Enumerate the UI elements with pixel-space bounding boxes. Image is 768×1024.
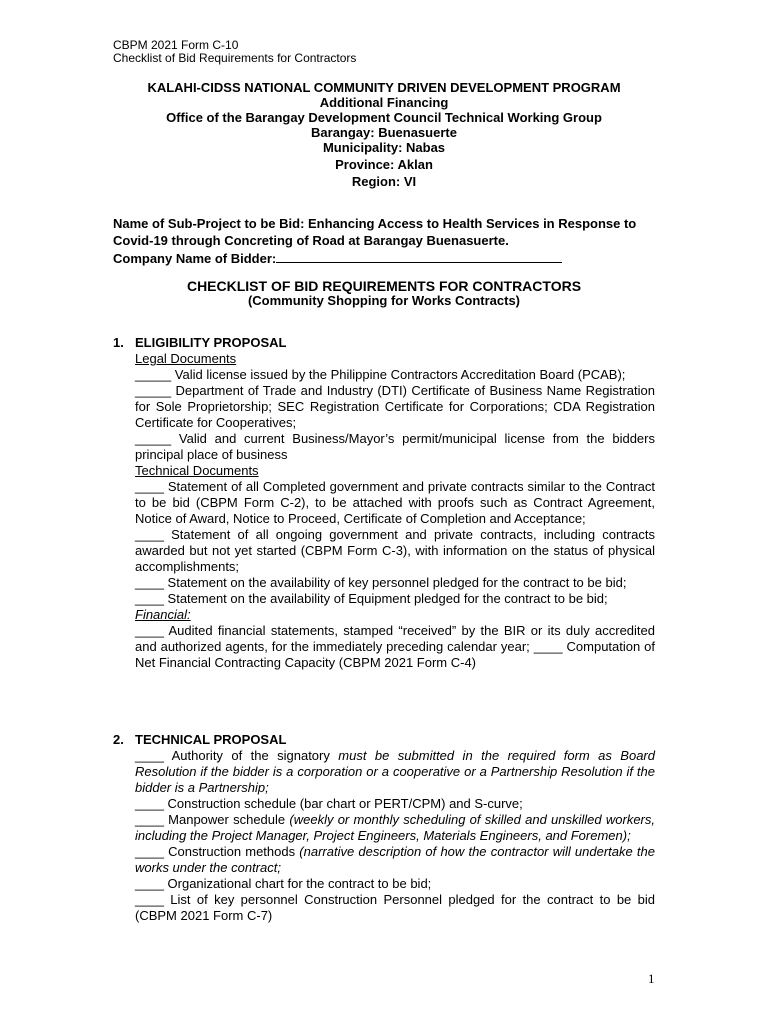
- page-number: 1: [648, 971, 655, 986]
- section-number: 2.: [113, 732, 124, 747]
- program-heading: [0, 80, 768, 140]
- section-title: ELIGIBILITY PROPOSAL: [135, 335, 287, 350]
- subproject-name: Name of Sub-Project to be Bid: Enhancing Access to Health Services in Response to Covid-19 through Concreting of Road at Barangay Buenasuerte.: [113, 216, 637, 248]
- bidder-row: [113, 249, 655, 267]
- checklist-item: [135, 812, 655, 844]
- municipality: Municipality: Nabas: [322, 140, 446, 155]
- item-text: ____ Construction methods: [135, 844, 300, 859]
- form-description: Checklist of Bid Requirements for Contractors: [113, 51, 357, 65]
- item-text: ____ Authority of the signatory: [135, 748, 339, 763]
- form-header: [113, 39, 356, 65]
- checklist-item: _____ Valid license issued by the Philippine Contractors Accreditation Board (PCAB);: [135, 367, 626, 382]
- form-code: CBPM 2021 Form C-10: [113, 38, 239, 52]
- section-eligibility-heading: [113, 335, 286, 351]
- checklist-item: ____ Construction schedule (bar chart or PERT/CPM) and S-curve;: [135, 796, 523, 811]
- checklist-title: CHECKLIST OF BID REQUIREMENTS FOR CONTRACTORS: [186, 278, 582, 294]
- bidder-name-blank[interactable]: [276, 249, 562, 263]
- checklist-item: _____ Department of Trade and Industry (DTI) Certificate of Business Name Registration for Sole Proprietorship; SEC Registration Certificate for Corporations; CDA Registration Certificate for Cooperatives;: [135, 383, 655, 430]
- program-name: KALAHI-CIDSS NATIONAL COMMUNITY DRIVEN DEVELOPMENT PROGRAM: [147, 80, 621, 95]
- section-technical-heading: [113, 732, 286, 748]
- checklist-subtitle: (Community Shopping for Works Contracts): [247, 293, 521, 308]
- checklist-item: ____ Statement of all ongoing government and private contracts, including contracts awarded but not yet started (CBPM Form C-3), with information on the status of physical accomplishments;: [135, 527, 655, 574]
- section-number: 1.: [113, 335, 124, 350]
- section-title: TECHNICAL PROPOSAL: [135, 732, 287, 747]
- item-note: (weekly or monthly scheduling of skilled and unskilled workers, including the Project Manager, Project Engineers, Materials Engineers, and Foremen);: [135, 812, 655, 843]
- item-text: ____ Manpower schedule: [135, 812, 290, 827]
- section-eligibility-body: [135, 351, 655, 671]
- technical-documents-heading: Technical Documents: [135, 463, 259, 478]
- bidder-label: Company Name of Bidder:: [113, 251, 277, 266]
- subproject-block: [113, 215, 655, 267]
- item-note: (narrative description of how the contractor will undertake the works under the contract;: [135, 844, 655, 875]
- checklist-item: [135, 844, 655, 876]
- item-note: must be submitted in the required form as Board Resolution if the bidder is a corporation or a cooperative or a Partnership Resolution if the bidder is a Partnership;: [135, 748, 655, 795]
- checklist-item: ____ Statement on the availability of Equipment pledged for the contract to be bid;: [135, 591, 608, 606]
- checklist-item: ____ Statement on the availability of key personnel pledged for the contract to be bid;: [135, 575, 627, 590]
- checklist-item: [135, 748, 655, 796]
- checklist-item: _____ Valid and current Business/Mayor’s permit/municipal license from the bidders principal place of business: [135, 431, 655, 462]
- region: Region: VI: [351, 174, 417, 189]
- office-name: Office of the Barangay Development Council Technical Working Group: [166, 110, 602, 125]
- checklist-item: ____ Organizational chart for the contract to be bid;: [135, 876, 432, 891]
- financial-heading: Financial:: [135, 607, 191, 622]
- checklist-item: ____ Audited financial statements, stamped “received” by the BIR or its duly accredited and authorized agents, for the immediately preceding calendar year; ____ Computation of Net Financial Contracting Capacity (CBPM 2021 Form C-4): [135, 623, 655, 670]
- province: Province: Aklan: [335, 157, 433, 172]
- location-block: [0, 139, 768, 190]
- legal-documents-heading: Legal Documents: [135, 351, 237, 366]
- checklist-item: ____ List of key personnel Construction Personnel pledged for the contract to be bid (CBPM 2021 Form C-7): [135, 892, 655, 923]
- checklist-item: ____ Statement of all Completed government and private contracts similar to the Contract to be bid (CBPM Form C-2), to be attached with proofs such as Contract Agreement, Notice of Award, Notice to Proceed, Certificate of Completion and Acceptance;: [135, 479, 655, 526]
- barangay: Barangay: Buenasuerte: [311, 125, 457, 140]
- program-subtitle: Additional Financing: [319, 95, 449, 110]
- section-technical-body: [135, 748, 655, 924]
